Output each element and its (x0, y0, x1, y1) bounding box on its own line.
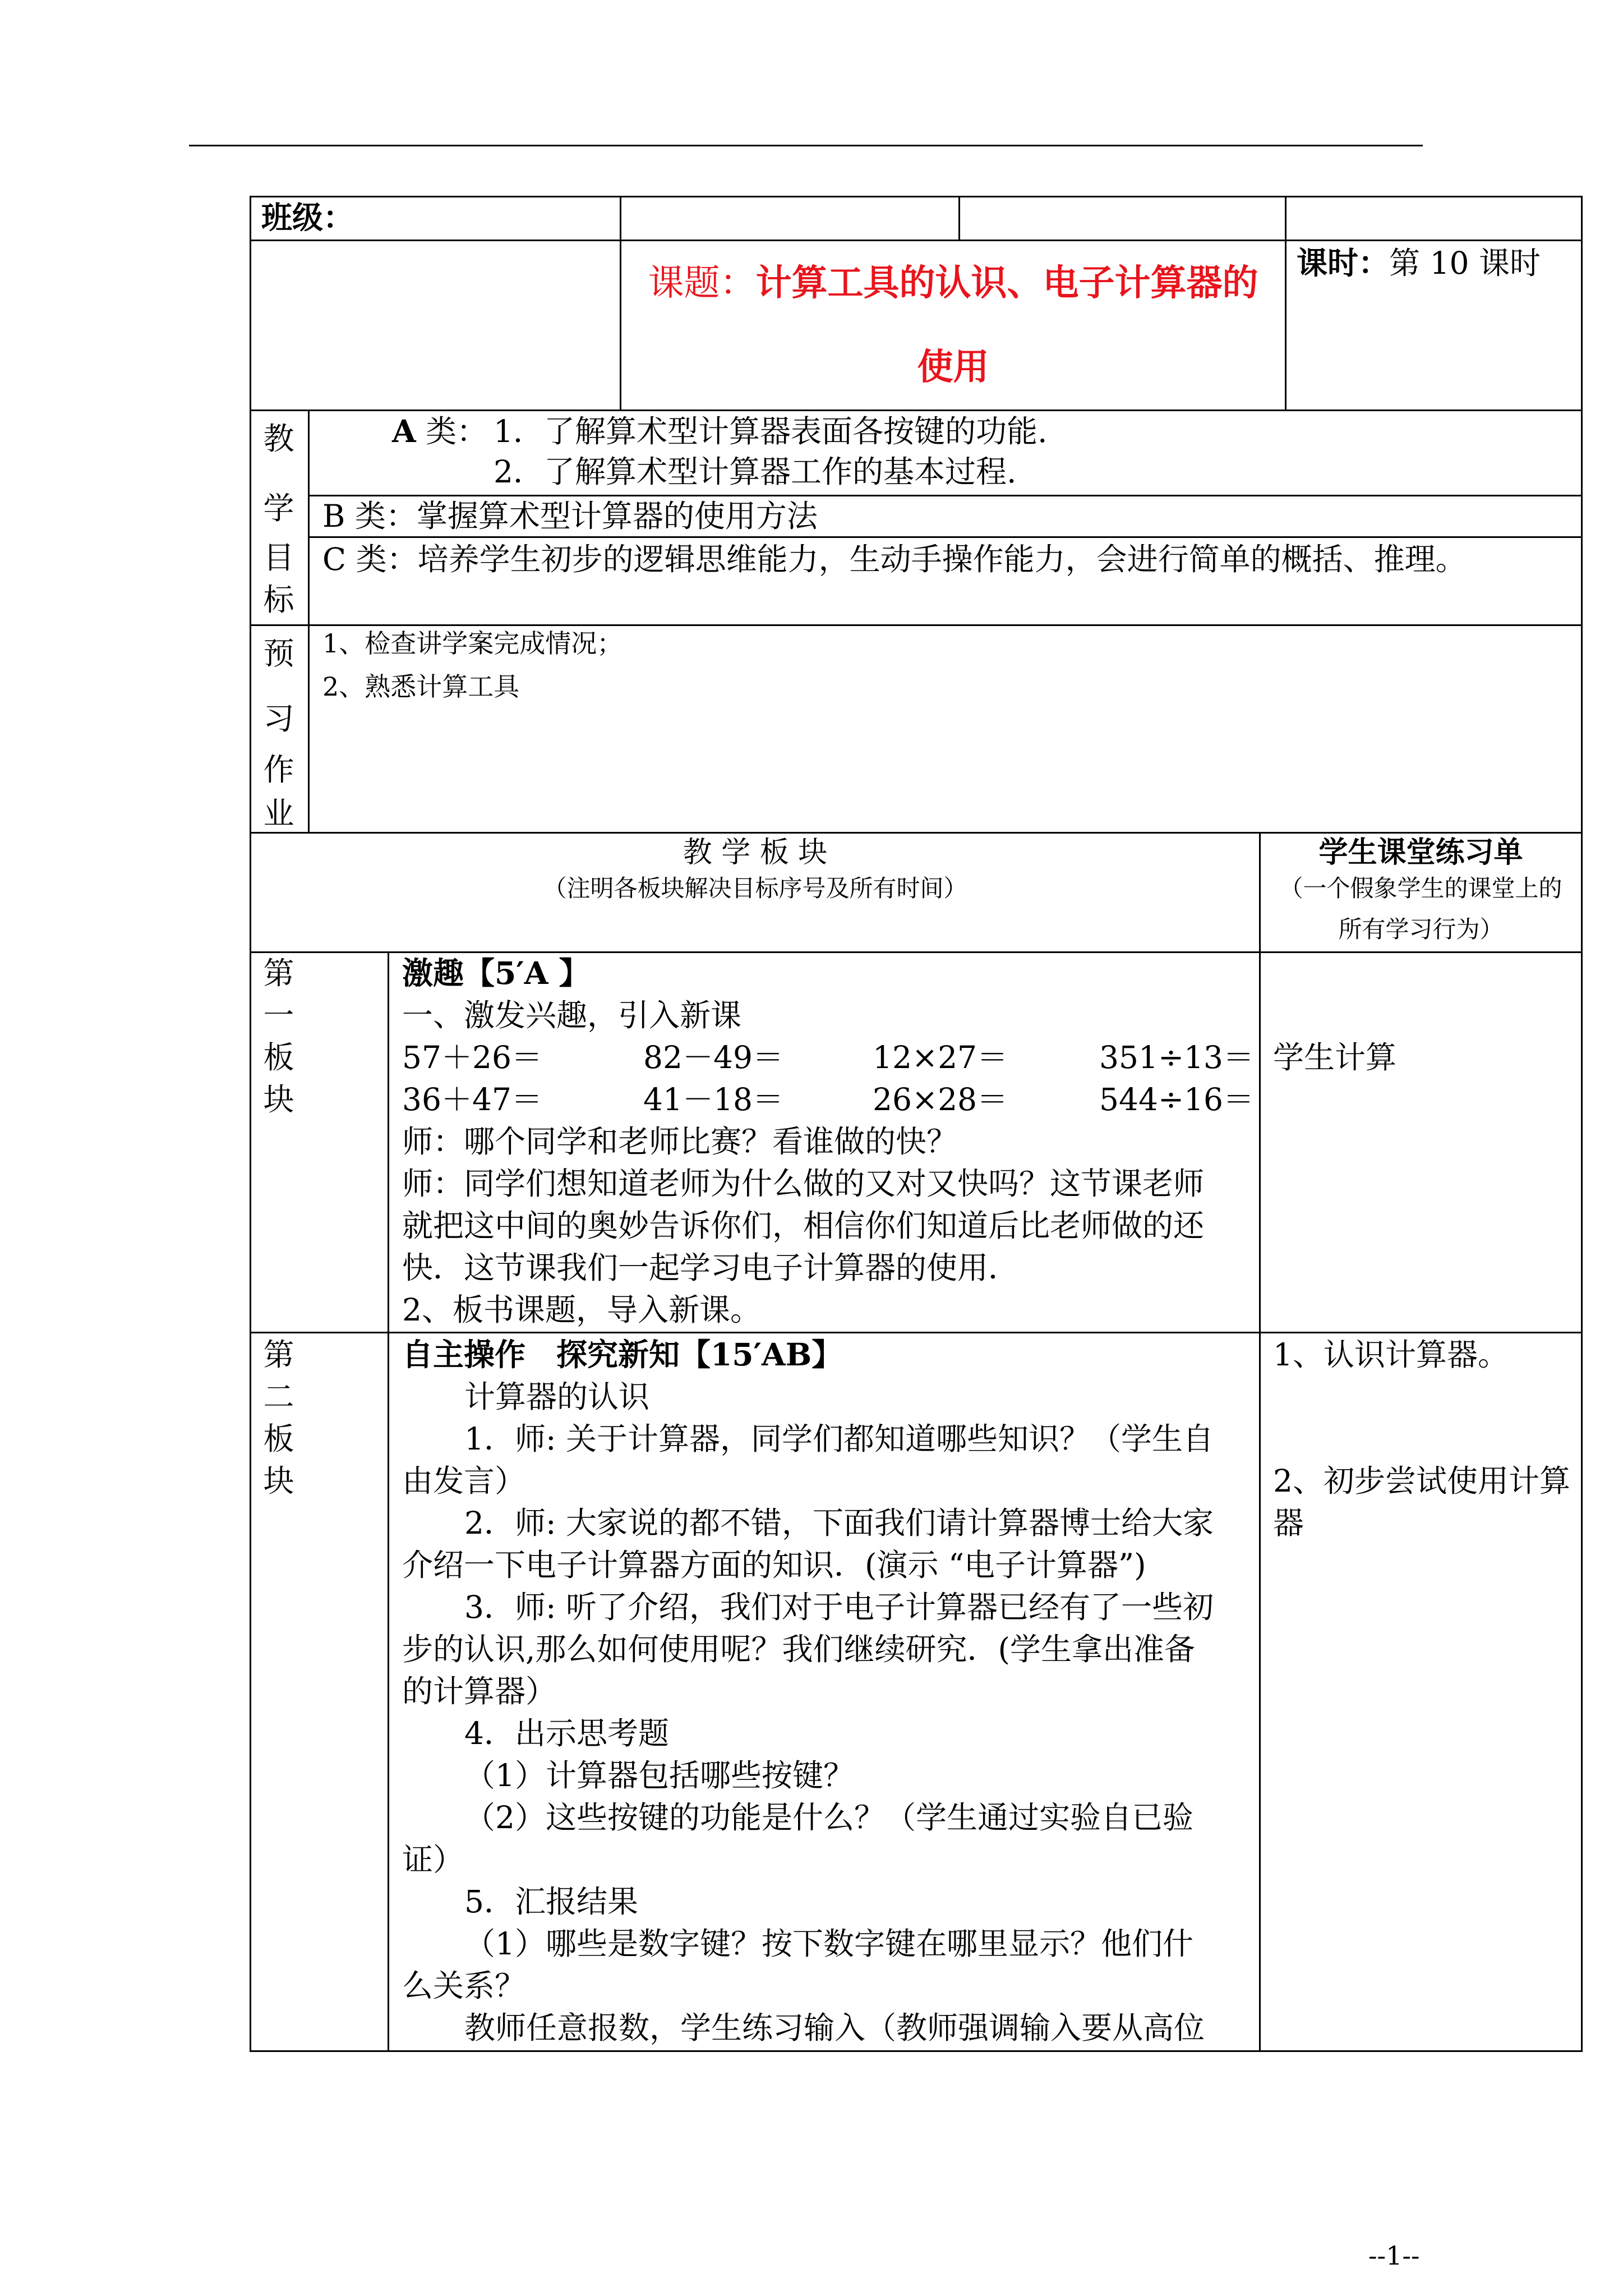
lesson-title-prefix: 课题： (648, 263, 756, 304)
preview-label-char: 预 (263, 636, 294, 671)
practice-item: 学生计算 (1273, 1039, 1397, 1075)
lesson-period (1297, 242, 1541, 284)
objective-a-item: 1．了解算术型计算器表面各按键的功能. (494, 413, 1048, 449)
table-rule (250, 832, 1583, 834)
equation: 57＋26＝ (402, 1039, 542, 1075)
block-label-char: 块 (263, 1082, 294, 1117)
teaching-column-note: （注明各板块解决目标序号及所有时间） (543, 875, 967, 902)
equation: 36＋47＝ (402, 1082, 542, 1117)
block-text-line: 证） (402, 1842, 464, 1878)
practice-item: 2、初步尝试使用计算 (1273, 1463, 1570, 1499)
block-text-line: 介绍一下电子计算器方面的知识．(演示 “电子计算器”) (402, 1547, 1146, 1583)
preview-label-char: 作 (263, 752, 294, 788)
block-label-char: 第 (263, 955, 294, 991)
lesson-title-text: 使用 (917, 346, 989, 388)
practice-item: 器 (1273, 1505, 1304, 1541)
block-text-line: 5．汇报结果 (464, 1884, 638, 1920)
block-label-char: 板 (263, 1421, 294, 1457)
block-text-line: 的计算器） (402, 1673, 557, 1709)
page-number: --1-- (1368, 2240, 1420, 2271)
block-label-char: 板 (263, 1039, 294, 1075)
equation: 41－18＝ (643, 1082, 783, 1117)
preview-item: 2、熟悉计算工具 (322, 671, 520, 702)
objective-a-label (392, 411, 487, 452)
objectives-label-char: 教 (263, 421, 294, 457)
table-rule (958, 196, 960, 240)
block-text-line: 快．这节课我们一起学习电子计算器的使用． (402, 1250, 1020, 1286)
block-label-char: 块 (263, 1463, 294, 1499)
objective-c: C 类：培养学生初步的逻辑思维能力，生动手操作能力，会进行简单的概括、推理。 (322, 541, 1467, 577)
block-text-line: 3．师: 听了介绍，我们对于电子计算器已经有了一些初 (464, 1589, 1214, 1625)
period-label: 课时： (1297, 245, 1390, 281)
block-text-line: 2、板书课题，导入新课。 (402, 1292, 761, 1328)
preview-label-char: 业 (263, 795, 294, 831)
lesson-title-text: 计算工具的认识、电子计算器的 (755, 262, 1258, 304)
table-rule (250, 1332, 1583, 1333)
block-text-line: 1．师: 关于计算器，同学们都知道哪些知识？（学生自 (464, 1421, 1214, 1457)
block-text-line: （1）哪些是数字键？按下数字键在哪里显示？他们什 (464, 1926, 1193, 1962)
block-label-char: 一 (263, 997, 294, 1033)
equation: 26×28＝ (873, 1082, 1008, 1117)
preview-label-char: 习 (263, 701, 294, 737)
block-text-line: 4．出示思考题 (464, 1715, 669, 1751)
table-rule (250, 240, 1583, 241)
equation: 351÷13＝ (1099, 1039, 1255, 1075)
block-text-line: 就把这中间的奥妙告诉你们，相信你们知道后比老师做的还 (402, 1208, 1205, 1244)
block-text-line: 师：哪个同学和老师比赛？看谁做的快？ (402, 1124, 958, 1159)
block-text-line: 么关系？ (402, 1968, 526, 2004)
block-label-char: 二 (263, 1379, 294, 1415)
equation: 12×27＝ (873, 1039, 1008, 1075)
block-text-line: 步的认识,那么如何使用呢？我们继续研究．(学生拿出准备 (402, 1631, 1195, 1667)
table-rule (250, 2050, 1583, 2052)
teaching-column-title: 教 学 板 块 (683, 836, 828, 869)
block-intro: 一、激发兴趣，引入新课 (402, 997, 742, 1033)
objective-a-letter: A (392, 413, 416, 449)
equation: 544÷16＝ (1099, 1082, 1255, 1117)
table-rule (1259, 832, 1261, 2052)
objectives-label-char: 目 (263, 540, 294, 576)
block-text-line: （2）这些按键的功能是什么？（学生通过实验自已验 (464, 1800, 1193, 1835)
preview-item: 1、检查讲学案完成情况； (322, 628, 623, 659)
lesson-title-line1 (621, 261, 1285, 306)
objective-a-item: 2．了解算术型计算器工作的基本过程. (494, 454, 1017, 490)
block-text-line: 师：同学们想知道老师为什么做的又对又快吗？这节课老师 (402, 1166, 1205, 1202)
block-heading: 激趣【5′A 】 (402, 955, 590, 991)
table-rule (250, 624, 1583, 626)
table-rule (1285, 196, 1287, 409)
block-heading: 自主操作 探究新知【15′AB】 (402, 1336, 843, 1373)
block-text-line: 2．师: 大家说的都不错，下面我们请计算器博士给大家 (464, 1505, 1214, 1541)
table-rule (388, 951, 389, 2052)
block-text-line: 教师任意报数，学生练习输入（教师强调输入要从高位 (464, 2010, 1205, 2046)
period-value: 第 10 课时 (1389, 245, 1541, 281)
table-rule (250, 196, 251, 2052)
class-label: 班级： (261, 199, 354, 236)
practice-item: 1、认识计算器。 (1273, 1337, 1509, 1373)
table-rule (308, 409, 310, 832)
block-text-line: 计算器的认识 (464, 1379, 650, 1415)
block-text-line: （1）计算器包括哪些按键？ (464, 1757, 854, 1793)
lesson-title-line2 (621, 345, 1285, 390)
table-rule (1581, 196, 1583, 2052)
objective-b: B 类：掌握算术型计算器的使用方法 (322, 498, 818, 534)
practice-column-note: 所有学习行为） (1338, 915, 1504, 943)
objectives-label-char: 标 (263, 582, 294, 618)
block-label-char: 第 (263, 1337, 294, 1373)
equation: 82－49＝ (643, 1039, 783, 1075)
practice-column-title: 学生课堂练习单 (1318, 835, 1523, 869)
header-rule (189, 145, 1423, 146)
objective-a-suffix: 类： (416, 413, 488, 449)
block-text-line: 由发言） (402, 1463, 526, 1499)
objectives-label-char: 学 (263, 490, 294, 526)
table-rule (250, 196, 1583, 197)
practice-column-note: （一个假象学生的课堂上的 (1279, 875, 1562, 902)
